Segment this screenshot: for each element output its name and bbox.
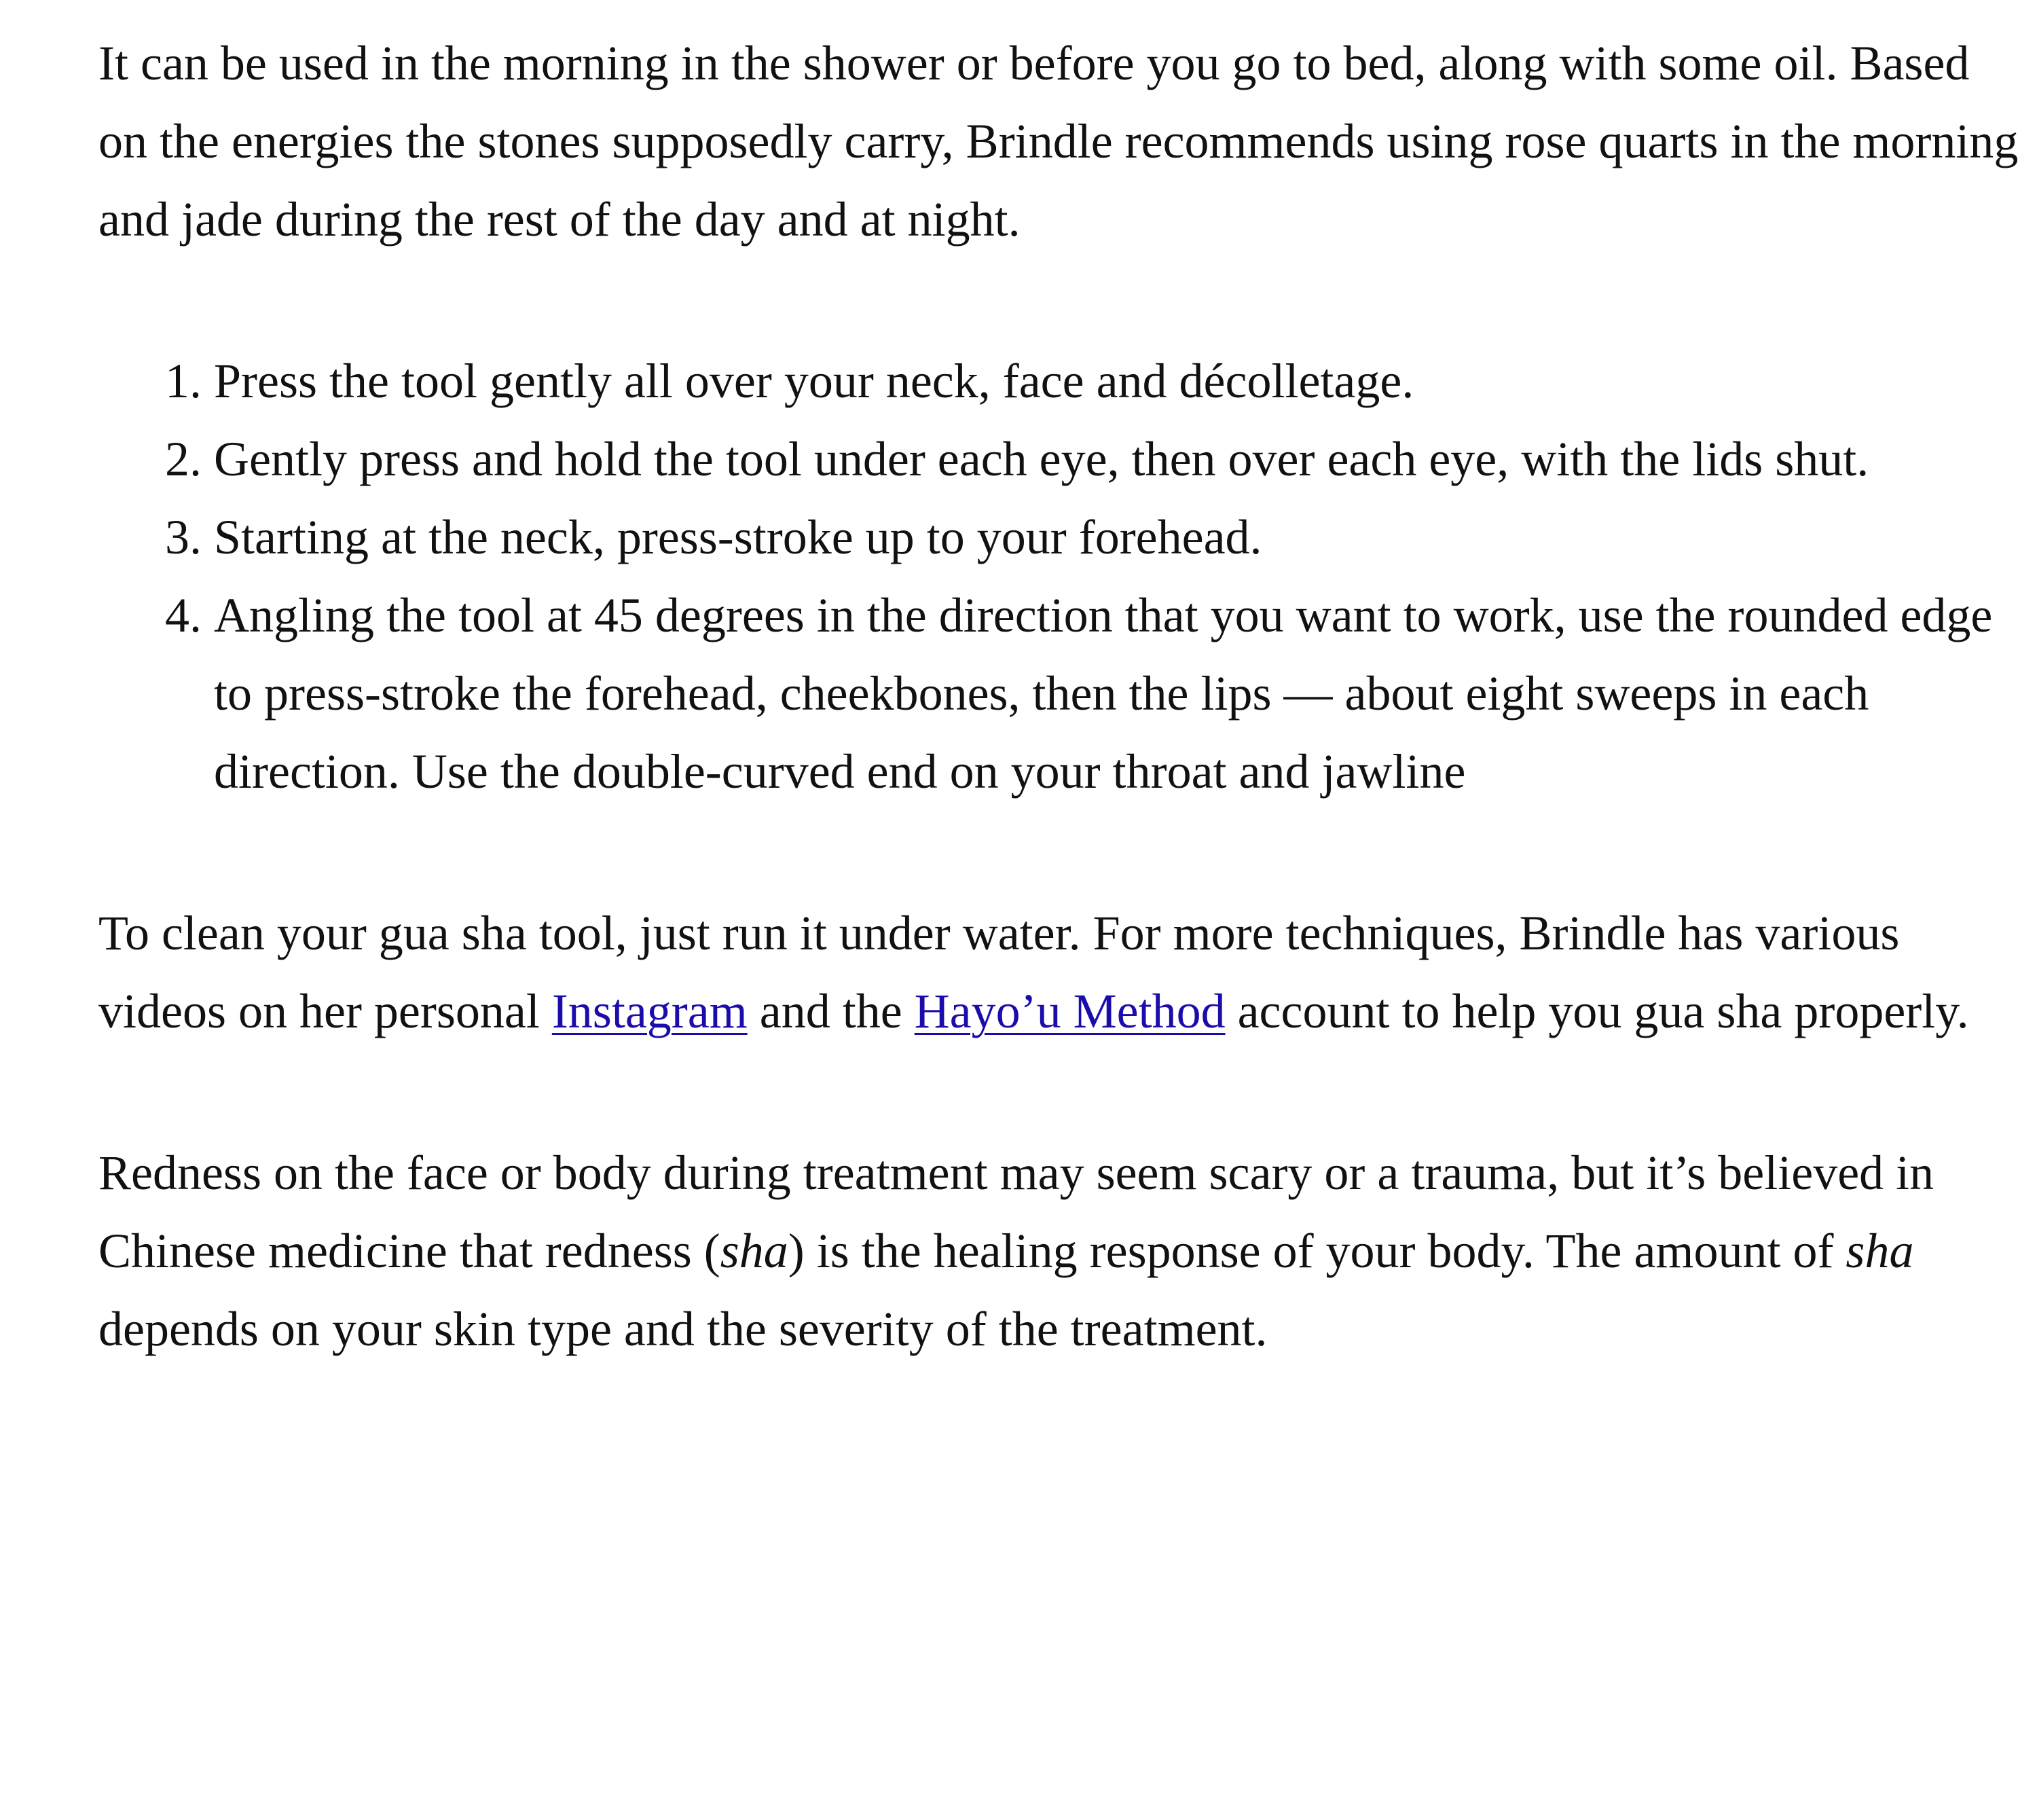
- step-text: Angling the tool at 45 degrees in the direction that you want to work, use the rounded edge to press-stroke the forehead, cheekbones, then the lips — about eight sweeps in each direction. Use the double-curved end on your throat and jawline: [214, 588, 1993, 799]
- paragraph-text: and the: [747, 984, 915, 1038]
- step-number: 2.: [165, 432, 202, 486]
- step-text: Starting at the neck, press-stroke up to your forehead.: [214, 510, 1262, 564]
- article-body: [98, 24, 2027, 1452]
- hayou-method-link[interactable]: Hayo’u Method: [914, 984, 1226, 1038]
- list-item: [98, 342, 2027, 420]
- steps-list: [98, 342, 2027, 811]
- paragraph-text: depends on your skin type and the severity of the treatment.: [98, 1302, 1268, 1356]
- paragraph-text: account to help you gua sha properly.: [1225, 984, 1969, 1038]
- paragraph-usage: It can be used in the morning in the shower or before you go to bed, along with some oil. Based on the energies the stones supposedly carry, Brindle recommends using rose quarts in the morning and jade during the rest of the day and at night.: [98, 36, 2019, 247]
- paragraph-redness: [98, 1134, 2027, 1368]
- list-item: [98, 498, 2027, 577]
- step-number: 1.: [165, 354, 202, 408]
- step-number: 3.: [165, 510, 202, 564]
- list-item: [98, 577, 2027, 811]
- paragraph-cleaning: [98, 894, 2027, 1051]
- instagram-link[interactable]: Instagram: [551, 984, 748, 1038]
- paragraph-text: Redness on the face or body during treatment may seem scary or a trauma, but it’s believed in Chinese medicine that redness (: [98, 1146, 1934, 1278]
- paragraph-text: ) is the healing response of your body. The amount of: [788, 1224, 1846, 1278]
- step-text: Gently press and hold the tool under each eye, then over each eye, with the lids shut.: [214, 432, 1869, 486]
- sha-term: sha: [720, 1224, 788, 1278]
- paragraph-text: To clean your gua sha tool, just run it under water. For more techniques, Brindle has various videos on her personal: [98, 906, 1900, 1038]
- step-text: Press the tool gently all over your neck, face and décolletage.: [214, 354, 1414, 408]
- list-item: [98, 420, 2027, 498]
- sha-term: sha: [1846, 1224, 1914, 1278]
- step-number: 4.: [165, 588, 202, 642]
